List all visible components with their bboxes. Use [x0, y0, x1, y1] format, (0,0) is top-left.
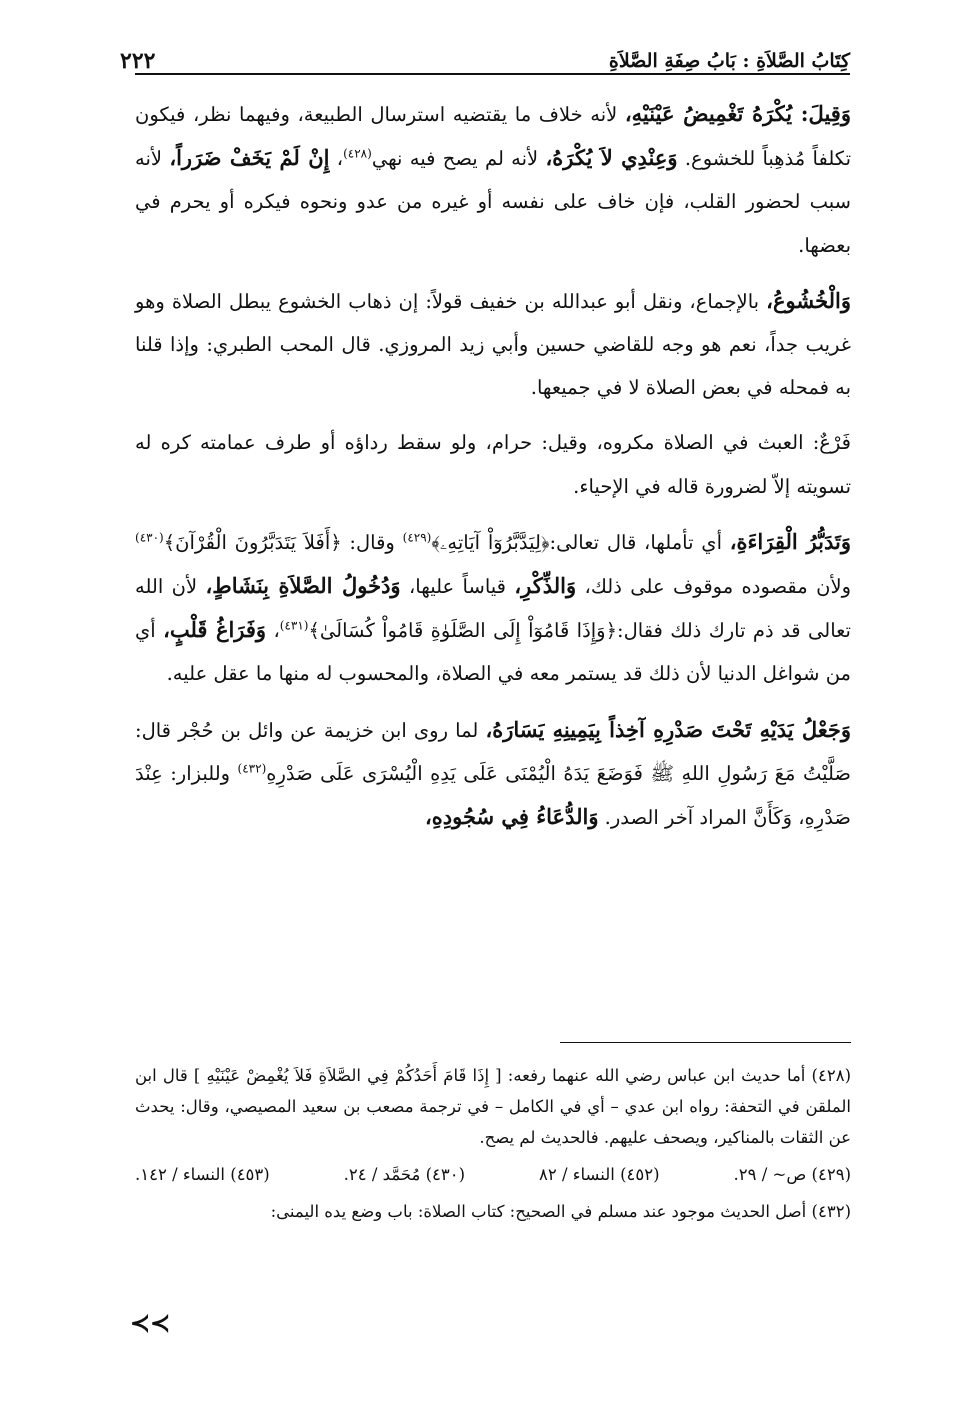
- footnote-rule: [560, 1042, 851, 1043]
- footnote-ref[interactable]: (٤٢٩): [402, 530, 432, 545]
- commentary-text: لأنه لم يصح فيه نهي: [371, 147, 546, 171]
- branch-label: فَرْعٌ:: [812, 431, 851, 455]
- header-rule: [135, 73, 850, 75]
- paragraph-5: [135, 708, 851, 840]
- footnote-line-429-453: [135, 1159, 851, 1190]
- footnote-429: (٤٢٩) ص~ / ٢٩.: [733, 1165, 851, 1184]
- commentary-text: أي تأملها، قال تعالى:﴿لِيَدَّبَّرُوٓاْ آيَاتِهِۦ﴾: [431, 530, 730, 554]
- commentary-text: لأنه سبب لحضور القلب، فإن خاف على نفسه أو غيره من عدو ونحوه فيكره أو يحرم في بعضها.: [135, 147, 851, 257]
- footnotes: [135, 1060, 851, 1233]
- commentary-text: قياساً عليها،: [400, 575, 515, 599]
- running-title: كِتَابُ الصَّلاَةِ : بَابُ صِفَةِ الصَّلاَةِ: [608, 50, 850, 72]
- matn-phrase: وَقِيلَ: يُكْرَهُ تَغْمِيضُ عَيْنَيْهِ،: [624, 101, 851, 126]
- commentary-text: لأنه خلاف ما يقتضيه استرسال الطبيعة، وفيهما نظر، فيكون تكلفاً مُذهِباً للخشوع.: [135, 103, 851, 171]
- matn-phrase: وَالدُّعَاءُ فِي سُجُودِهِ،: [424, 804, 599, 830]
- footnote-432: (٤٣٢) أصل الحديث موجود عند مسلم في الصحيح: كتاب الصلاة: باب وضع يده اليمنى:: [270, 1202, 851, 1221]
- continuation-mark: ≺≺: [130, 1308, 171, 1337]
- commentary-text: لما روى ابن خزيمة عن وائل بن حُجْر قال: صَلَّيْتُ مَعَ رَسُولِ اللهِ ﷺ فَوَضَعَ يَدَهُ الْيُمْنَى عَلَى يَدِهِ الْيُسْرَى عَلَى صَدْرِهِ: [135, 718, 851, 785]
- paragraph-3: [135, 421, 851, 507]
- matn-phrase: وَعِنْدِي لاَ يُكْرَهُ،: [545, 145, 678, 171]
- commentary-text: وللبزار: عِنْدَ صَدْرِهِ، وَكَأَنَّ المراد آخر الصدر.: [135, 761, 851, 830]
- paragraph-4: [135, 520, 851, 696]
- paragraph-1: [135, 92, 851, 267]
- footnote-452: (٤٥٢) النساء / ٨٢: [538, 1165, 660, 1184]
- matn-phrase: وَجَعْلُ يَدَيْهِ تَحْتَ صَدْرِهِ آخِذاً بِيَمِينِهِ يَسَارَهُ،: [485, 716, 851, 742]
- matn-phrase: إِنْ لَمْ يَخَفْ ضَرَراً،: [169, 145, 330, 171]
- page-number: ٢٢٢: [120, 48, 156, 74]
- commentary-text: ولأن مقصوده موقوف على ذلك،: [576, 575, 851, 599]
- commentary-text: لأن الله تعالى قد ذم تارك ذلك فقال:﴿وَإِذَا قَامُوٓاْ إِلَى الصَّلَوٰةِ قَامُواْ كُسَالَىٰ﴾: [135, 575, 851, 643]
- commentary-text: بالإجماع، ونقل أبو عبدالله بن خفيف قولاً: إن ذهاب الخشوع يبطل الصلاة وهو غريب جداً، نعم هو وجه للقاضي حسين وأبي زيد المروزي. قال المحب الطبري: وإذا قلنا به فمحله في بعض الصلاة لا في جميعها.: [135, 289, 851, 400]
- commentary-text: ،: [329, 147, 344, 171]
- footnote-453: (٤٥٣) النساء / ١٤٢.: [135, 1165, 270, 1184]
- matn-phrase: وَالْخُشُوعُ،: [766, 287, 851, 313]
- footnote-428: (٤٢٨) أما حديث ابن عباس رضي الله عنهما رفعه: [ إِذَا قَامَ أَحَدُكُمْ فِي الصَّلاَةِ فَلاَ يُغْمِضْ عَيْنَيْهِ ] قال ابن الملقن في التحفة: رواه ابن عدي – أي في الكامل – في ترجمة مصعب بن سعيد المصيصي، وقال: يحدث عن الثقات بالمناكير، ويصحف عليهم. فالحديث لم يصح.: [135, 1066, 851, 1147]
- matn-phrase: وَالذِّكْرِ،: [514, 573, 577, 599]
- matn-phrase: وَفَرَاغُ قَلْبٍ،: [163, 617, 267, 643]
- footnote-ref[interactable]: (٤٣١): [279, 618, 309, 633]
- footnote-ref[interactable]: (٤٣٠): [135, 530, 164, 545]
- matn-phrase: وَدُخُولُ الصَّلاَةِ بِنَشَاطٍ،: [205, 573, 401, 599]
- footnote-ref[interactable]: (٤٣٢): [237, 761, 267, 776]
- paragraph-2: [135, 279, 851, 410]
- main-text: [135, 92, 851, 839]
- commentary-text: أي من شواغل الدنيا لأن ذلك قد يستمر معه في الصلاة، والمحسوب له منها ما عقل عليه.: [135, 619, 851, 686]
- commentary-text: العبث في الصلاة مكروه، وقيل: حرام، ولو سقط رداؤه أو طرف عمامته كره له تسويته إلاّ لضرورة قاله في الإحياء.: [135, 431, 851, 498]
- page-header: [120, 40, 850, 74]
- footnote-ref[interactable]: (٤٢٨): [343, 146, 372, 161]
- footnote-430: (٤٣٠) مُحَمَّد / ٢٤.: [343, 1165, 466, 1184]
- commentary-text: ،: [266, 619, 280, 643]
- matn-phrase: وَتَدَبُّرُ الْقِرَاءَةِ،: [729, 528, 851, 554]
- commentary-text: وقال: ﴿أَفَلاَ يَتَدَبَّرُونَ الْقُرْآنَ﴾: [163, 530, 403, 554]
